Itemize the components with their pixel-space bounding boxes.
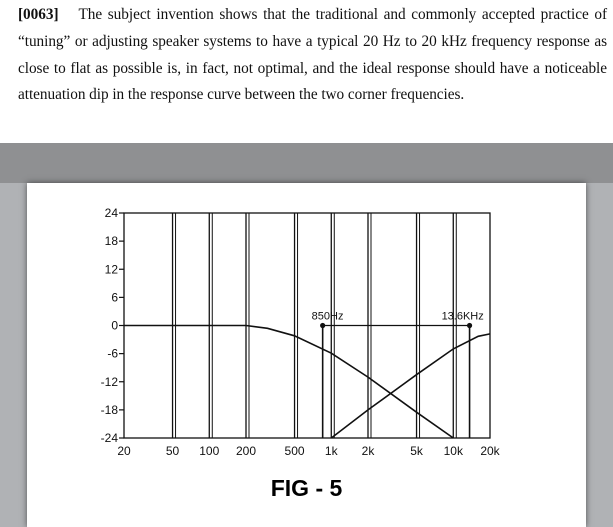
viewer-gap bbox=[0, 143, 613, 183]
paragraph-number: [0063] bbox=[18, 6, 59, 23]
paragraph-panel bbox=[0, 0, 613, 143]
y-tick-label: 12 bbox=[104, 262, 118, 277]
response-curve bbox=[124, 326, 453, 439]
figure-page bbox=[27, 183, 586, 527]
figure-caption: FIG - 5 bbox=[270, 475, 343, 501]
corner-frequency-dot bbox=[467, 323, 472, 328]
y-tick-label: 18 bbox=[104, 234, 118, 249]
x-tick-label: 200 bbox=[235, 444, 257, 458]
y-tick-label: -6 bbox=[107, 346, 118, 361]
x-tick-label: 2k bbox=[361, 444, 375, 458]
x-tick-label: 1k bbox=[324, 444, 338, 458]
corner-frequency-label: 850Hz bbox=[311, 310, 344, 323]
y-tick-label: -12 bbox=[100, 374, 118, 389]
x-tick-label: 5k bbox=[410, 444, 423, 458]
corner-frequency-label: 13.6KHz bbox=[441, 310, 484, 323]
frequency-response-chart bbox=[27, 183, 586, 483]
x-tick-label: 500 bbox=[284, 444, 305, 458]
paragraph bbox=[18, 2, 607, 109]
response-curve bbox=[331, 334, 490, 438]
x-tick-label: 20 bbox=[117, 444, 131, 458]
y-tick-label: -24 bbox=[100, 431, 118, 445]
x-tick-label: 20k bbox=[480, 444, 500, 458]
paragraph-text: The subject invention shows that the traditional and commonly accepted practice of “tuning” or adjusting speaker systems to have a typical 20 Hz to 20 kHz frequency response as close to flat as possible is, in fact, not optimal, and the ideal response should have a noticeable attenuation dip in the response curve between the two corner frequencies. bbox=[18, 6, 607, 104]
x-tick-label: 50 bbox=[165, 444, 180, 458]
y-tick-label: 24 bbox=[104, 206, 118, 220]
y-tick-label: -18 bbox=[100, 402, 118, 417]
x-tick-label: 10k bbox=[443, 444, 463, 458]
y-tick-label: 0 bbox=[111, 318, 118, 333]
x-tick-label: 100 bbox=[199, 444, 220, 458]
corner-frequency-dot bbox=[320, 323, 325, 328]
y-tick-label: 6 bbox=[111, 290, 118, 305]
